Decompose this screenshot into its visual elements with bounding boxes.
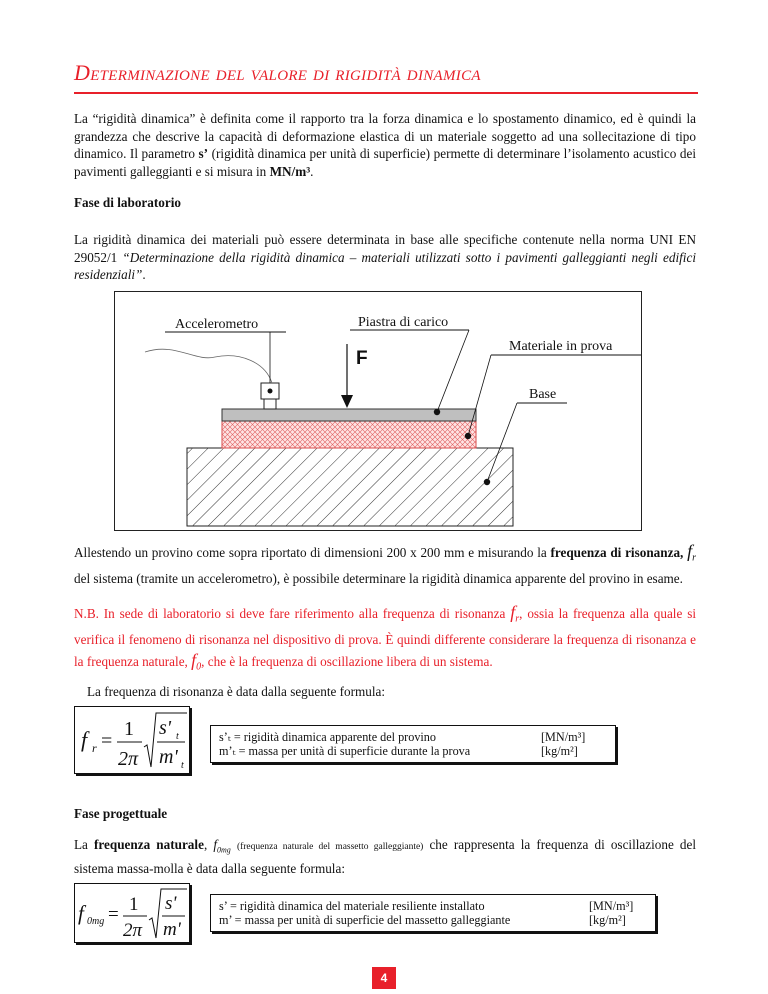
natural-frequency-legend	[210, 894, 656, 932]
specimen-paragraph: Allestendo un provino come sopra riportato di dimensioni 200 x 200 mm e misurando la frequenza di risonanza, $f_r$ del sistema (tramite un accelerometro), è possibile determinare la rigidità dinamica apparente del provino in esame.	[74, 541, 696, 586]
legend2-line-2: m’ = massa per unità di superficie del massetto galleggiante	[219, 913, 511, 927]
svg-text:s': s'	[159, 717, 172, 739]
page-title: Determinazione del valore di rigidità dinamica	[74, 60, 481, 85]
svg-text:2π: 2π	[123, 920, 143, 941]
lab-paragraph: La rigidità dinamica dei materiali può essere determinata in base alle specifiche contenute nella norma UNI EN 29052/1 “Determinazione della rigidità dinamica – materiali utilizzati sotto i pavimenti galleggianti negli edifici residenziali”.	[74, 232, 696, 283]
title-rule	[74, 92, 698, 94]
svg-text:1: 1	[129, 894, 139, 915]
test-setup-figure	[114, 291, 642, 531]
svg-text:s': s'	[165, 893, 177, 914]
natural-frequency-formula	[74, 883, 190, 943]
svg-text:m': m'	[159, 746, 178, 768]
load-plate-label: Piastra di carico	[358, 315, 449, 330]
note-paragraph: N.B. In sede di laboratorio si deve fare riferimento alla frequenza di risonanza $f_r$, ossia la frequenza alla quale si verifica il fenomeno di risonanza nel dispositivo di prova. È quindi differente considerare la frequenza di risonanza e la frequenza naturale, $f_0$, che è la frequenza di oscillazione libera di un sistema.	[74, 602, 696, 673]
legend-line-2: m’ₜ = massa per unità di superficie durante la prova	[219, 744, 471, 758]
base-label: Base	[529, 387, 557, 402]
svg-text:m': m'	[163, 919, 181, 940]
resonance-formula	[74, 706, 190, 774]
resonance-formula-legend	[210, 725, 616, 763]
lab-heading: Fase di laboratorio	[74, 195, 181, 210]
design-paragraph: La frequenza naturale, $f_{0mg}$ (frequenza naturale del massetto galleggiante) che rappresenta la frequenza di oscillazione del sistema massa-molla è data dalla seguente formula:	[74, 837, 697, 876]
test-setup-diagram	[115, 292, 641, 530]
svg-text:t: t	[176, 731, 179, 742]
material-label: Materiale in prova	[509, 339, 613, 354]
svg-text:f: f	[81, 727, 88, 752]
legend2-unit-2: [kg/m²]	[589, 913, 626, 927]
svg-text:1: 1	[124, 718, 134, 740]
legend-line-1: s’ₜ = rigidità dinamica apparente del provino	[219, 730, 436, 744]
accelerometer-label: Accelerometro	[175, 317, 259, 332]
legend-unit-1: [MN/m³]	[541, 730, 586, 744]
page-number: 4	[372, 967, 396, 989]
legend2-unit-1: [MN/m³]	[589, 899, 634, 913]
design-heading: Fase progettuale	[74, 806, 168, 821]
svg-text:=: =	[101, 730, 113, 752]
svg-text:2π: 2π	[118, 748, 139, 770]
legend2-line-1: s’ = rigidità dinamica del materiale resiliente installato	[219, 899, 485, 913]
legend-unit-2: [kg/m²]	[541, 744, 578, 758]
svg-text:0mg: 0mg	[87, 916, 105, 927]
svg-text:=: =	[108, 904, 119, 925]
svg-text:r: r	[92, 741, 97, 755]
svg-text:f: f	[78, 901, 84, 925]
svg-text:t: t	[181, 760, 184, 771]
formula1-intro: La frequenza di risonanza è data dalla seguente formula:	[87, 684, 386, 699]
intro-paragraph: La “rigidità dinamica” è definita come il rapporto tra la forza dinamica e lo spostamento dinamico, ed è quindi la grandezza che descrive la capacità di deformazione elastica di un materiale soggetto ad una sollecitazione di tipo dinamico. Il parametro s’ (rigidità dinamica per unità di superficie) permette di determinare l’isolamento acustico dei pavimenti galleggianti e si misura in MN/m³.	[74, 111, 696, 179]
force-label: F	[356, 348, 368, 369]
